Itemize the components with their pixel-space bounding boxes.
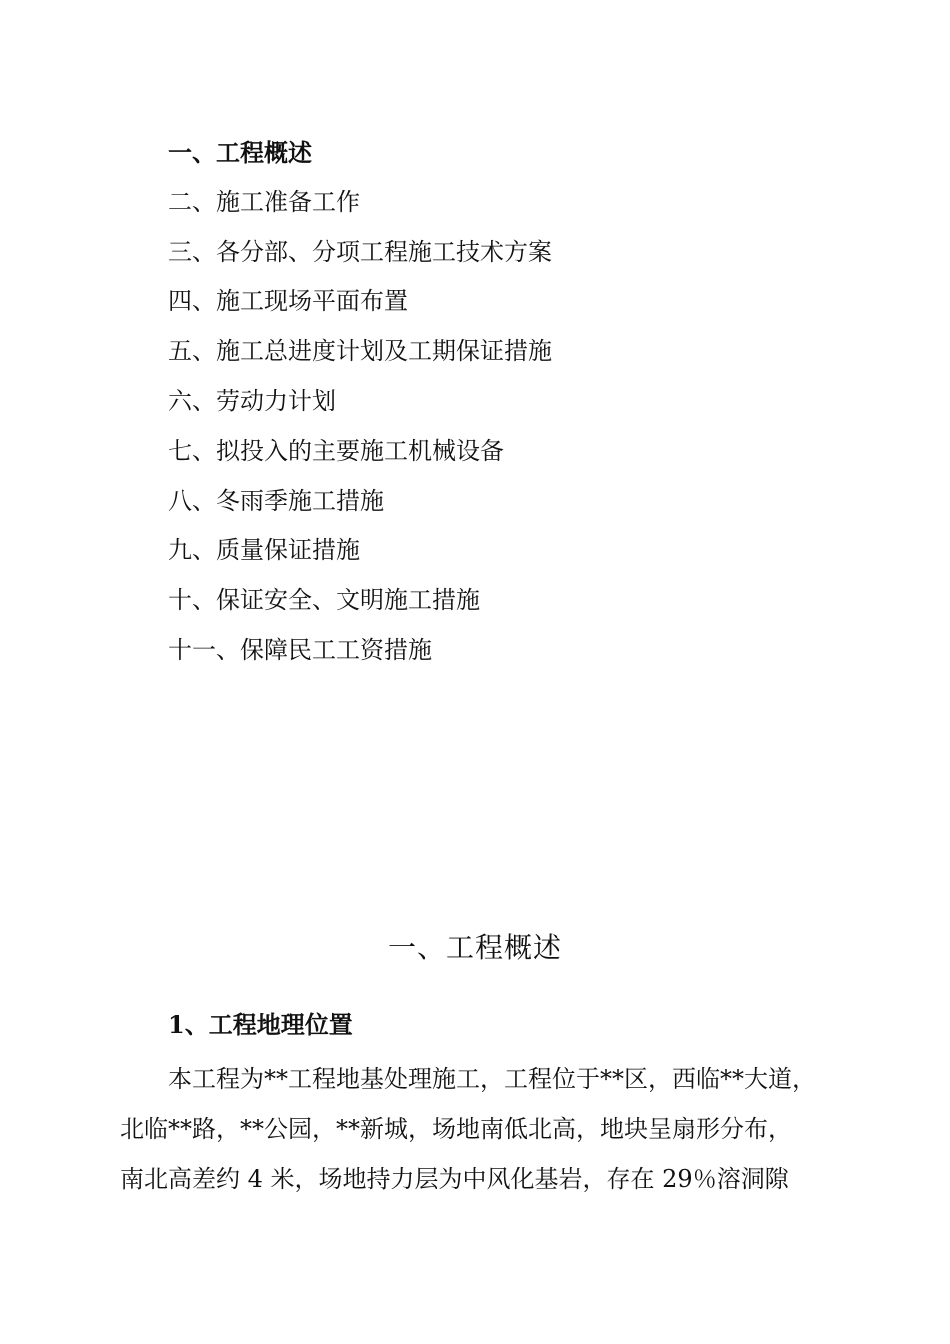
toc-item-2: 二、施工准备工作 bbox=[168, 187, 360, 216]
toc-item-8: 八、冬雨季施工措施 bbox=[168, 486, 384, 515]
toc-item-7: 七、拟投入的主要施工机械设备 bbox=[168, 436, 504, 465]
toc-item-5: 五、施工总进度计划及工期保证措施 bbox=[168, 337, 552, 366]
toc-item-6: 六、劳动力计划 bbox=[168, 386, 336, 415]
table-of-contents bbox=[168, 128, 552, 676]
toc-item-1: 一、工程概述 bbox=[168, 138, 312, 167]
body-paragraph bbox=[120, 1054, 838, 1204]
paragraph-line-2: 北临**路，**公园，**新城，场地南低北高，地块呈扇形分布， bbox=[120, 1115, 792, 1143]
paragraph-line-1: 本工程为**工程地基处理施工，工程位于**区，西临**大道， bbox=[120, 1065, 816, 1093]
section-title: 一、工程概述 bbox=[387, 931, 562, 964]
toc-item-10: 十、保证安全、文明施工措施 bbox=[168, 586, 480, 615]
toc-item-4: 四、施工现场平面布置 bbox=[168, 287, 408, 316]
section-subtitle: 1、工程地理位置 bbox=[168, 1010, 353, 1039]
paragraph-line-3: 南北高差约 4 米，场地持力层为中风化基岩，存在 29％溶洞隙 bbox=[120, 1165, 789, 1193]
toc-item-3: 三、各分部、分项工程施工技术方案 bbox=[168, 237, 552, 266]
toc-item-11: 十一、保障民工工资措施 bbox=[168, 635, 432, 664]
toc-item-9: 九、质量保证措施 bbox=[168, 536, 360, 565]
